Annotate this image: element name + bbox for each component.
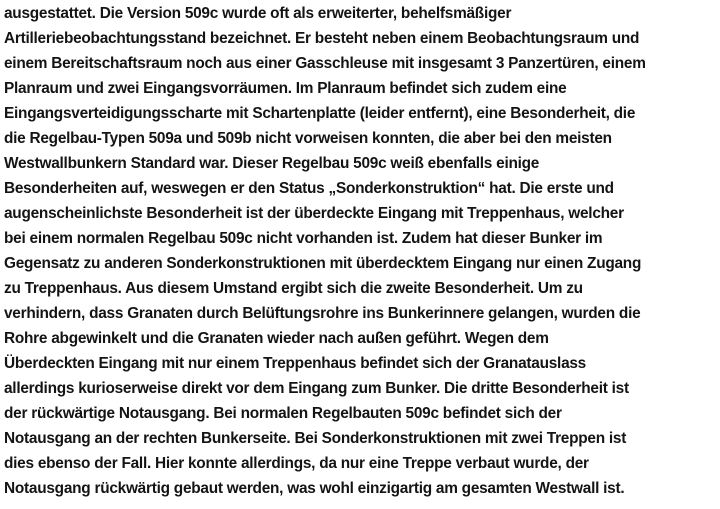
text-line: allerdings kurioserweise direkt vor dem Eingang zum Bunker. Die dritte Besonderheit ist [4, 380, 629, 397]
body-paragraph [4, 1, 714, 501]
text-line: die Regelbau-Typen 509a und 509b nicht vorweisen konnten, die aber bei den meisten [4, 130, 612, 147]
text-line: der rückwärtige Notausgang. Bei normalen Regelbauten 509c befindet sich der [4, 405, 562, 422]
text-line: Überdeckten Eingang mit nur einem Treppenhaus befindet sich der Granatauslass [4, 355, 586, 372]
text-line: Eingangsverteidigungsscharte mit Schartenplatte (leider entfernt), eine Besonderheit, die [4, 105, 636, 122]
text-line: Westwallbunkern Standard war. Dieser Regelbau 509c weiß ebenfalls einige [4, 155, 540, 172]
text-line: Artilleriebeobachtungsstand bezeichnet. Er besteht neben einem Beobachtungsraum und [4, 30, 640, 47]
text-line: Besonderheiten auf, weswegen er den Status „Sonderkonstruktion“ hat. Die erste und [4, 180, 614, 197]
text-line: verhindern, dass Granaten durch Belüftungsrohre ins Bunkerinnere gelangen, wurden die [4, 305, 641, 322]
text-line: augenscheinlichste Besonderheit ist der überdeckte Eingang mit Treppenhaus, welcher [4, 205, 624, 222]
text-line: Planraum und zwei Eingangsvorräumen. Im Planraum befindet sich zudem eine [4, 80, 567, 97]
text-line: Notausgang rückwärtig gebaut werden, was wohl einzigartig am gesamten Westwall ist. [4, 480, 625, 497]
text-line: zu Treppenhaus. Aus diesem Umstand ergibt sich die zweite Besonderheit. Um zu [4, 280, 583, 297]
text-line: ausgestattet. Die Version 509c wurde oft als erweiterter, behelfsmäßiger [4, 5, 512, 22]
text-line: bei einem normalen Regelbau 509c nicht vorhanden ist. Zudem hat dieser Bunker im [4, 230, 603, 247]
text-line: Gegensatz zu anderen Sonderkonstruktionen mit überdecktem Eingang nur einen Zugang [4, 255, 642, 272]
text-line: Rohre abgewinkelt und die Granaten wieder nach außen geführt. Wegen dem [4, 330, 549, 347]
text-line: dies ebenso der Fall. Hier konnte allerdings, da nur eine Treppe verbaut wurde, der [4, 455, 589, 472]
text-line: einem Bereitschaftsraum noch aus einer Gasschleuse mit insgesamt 3 Panzertüren, einem [4, 55, 646, 72]
text-line: Notausgang an der rechten Bunkerseite. Bei Sonderkonstruktionen mit zwei Treppen ist [4, 430, 627, 447]
